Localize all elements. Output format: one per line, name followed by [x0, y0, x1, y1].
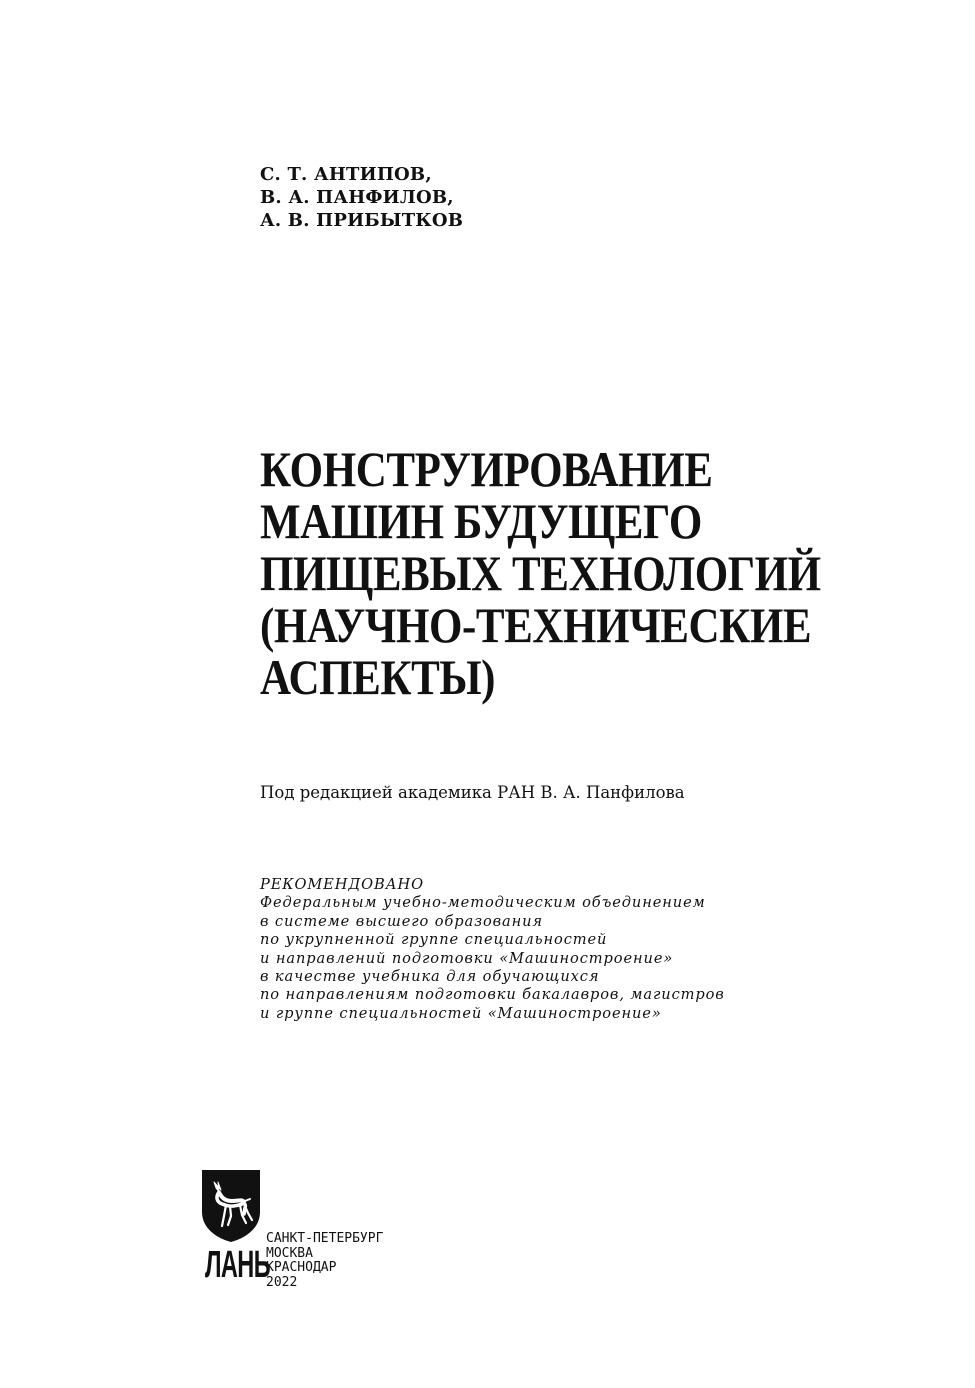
editor-line: Под редакцией академика РАН В. А. Панфилова — [260, 783, 685, 802]
recommended-line-4: по укрупненной группе специальностей — [260, 931, 608, 949]
recommended-line-8: и группе специальностей «Машиностроение» — [260, 1004, 662, 1022]
title-line-1: КОНСТРУИРОВАНИЕ — [260, 441, 713, 497]
author-2: В. А. ПАНФИЛОВ, — [260, 187, 454, 208]
recommended-line-2: Федеральным учебно-методическим объединением — [260, 894, 706, 912]
title-line-3: ПИЩЕВЫХ ТЕХНОЛОГИЙ — [260, 545, 821, 601]
recommended-line-1: РЕКОМЕНДОВАНО — [260, 876, 425, 893]
city-1: САНКТ-ПЕТЕРБУРГ — [266, 1231, 384, 1246]
recommended-line-6: в качестве учебника для обучающихся — [260, 968, 600, 986]
recommendation-block — [260, 876, 725, 1023]
publisher-logo-text: ЛАНЬ — [205, 1244, 271, 1286]
book-title — [260, 443, 821, 703]
deer-shield-icon — [200, 1168, 262, 1244]
recommended-line-5: и направлений подготовки «Машиностроение» — [260, 949, 674, 967]
recommended-line-7: по направлениям подготовки бакалавров, магистров — [260, 986, 725, 1004]
recommended-line-3: в системе высшего образования — [260, 912, 543, 930]
author-3: А. В. ПРИБЫТКОВ — [260, 210, 464, 231]
author-1: С. Т. АНТИПОВ, — [260, 164, 432, 185]
authors-block — [260, 163, 463, 232]
title-line-5: АСПЕКТЫ) — [260, 649, 496, 705]
city-2: МОСКВА — [266, 1245, 313, 1261]
publication-year: 2022 — [266, 1274, 298, 1290]
city-3: КРАСНОДАР — [266, 1260, 337, 1275]
publisher-cities — [266, 1232, 383, 1290]
title-line-2: МАШИН БУДУЩЕГО — [260, 493, 702, 549]
title-line-4: (НАУЧНО-ТЕХНИЧЕСКИЕ — [260, 597, 812, 653]
